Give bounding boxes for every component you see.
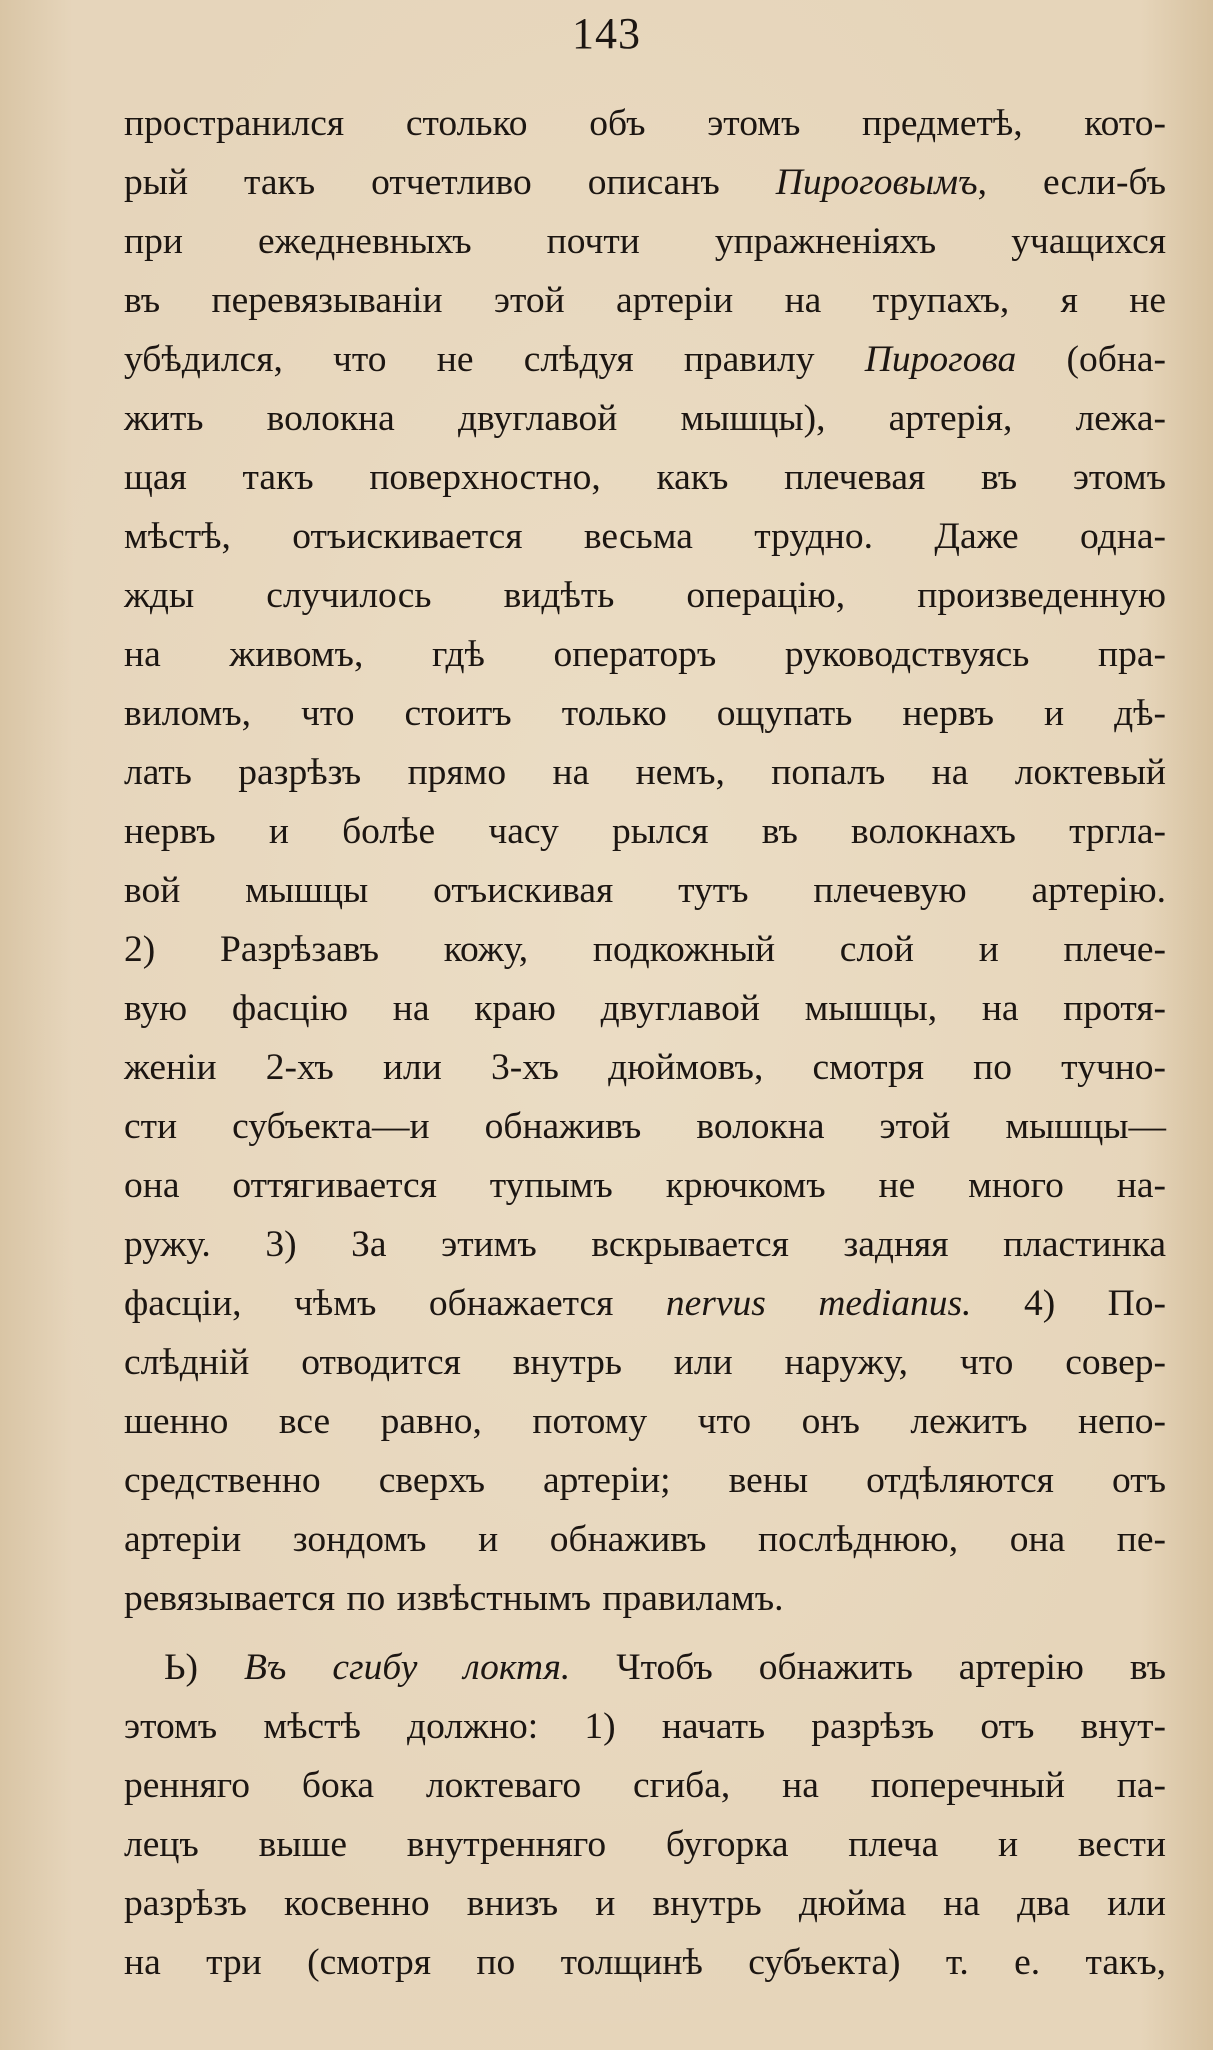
text-line <box>124 1874 1166 1933</box>
text-line <box>124 271 1166 330</box>
text-run: этомъ мѣстѣ должно: 1) начать разрѣзъ отъ внут- <box>124 1706 1166 1747</box>
text-run: въ перевязываніи этой артеріи на трупахъ, я не <box>124 280 1166 321</box>
text-run: лецъ выше внутренняго бугорка плеча и вести <box>124 1824 1166 1865</box>
text-line <box>124 1638 1166 1697</box>
text-run: разрѣзъ косвенно внизъ и внутрь дюйма на два или <box>124 1883 1166 1924</box>
text-run: артеріи зондомъ и обнаживъ послѣднюю, она пе- <box>124 1519 1166 1560</box>
text-line <box>124 1333 1166 1392</box>
text-run: мѣстѣ, отъискивается весьма трудно. Даже одна- <box>124 516 1166 557</box>
text-line <box>124 94 1166 153</box>
text-run: , если-бъ <box>977 162 1166 203</box>
text-line <box>124 684 1166 743</box>
text-run: Ь) <box>164 1647 244 1688</box>
text-line <box>124 861 1166 920</box>
text-line <box>124 1215 1166 1274</box>
text-line <box>124 566 1166 625</box>
text-run: пространился столько объ этомъ предметѣ, кото- <box>124 103 1166 144</box>
italic-text: Въ сгибу локтя. <box>244 1647 571 1688</box>
text-run: Чтобъ обнажить артерію въ <box>570 1647 1167 1688</box>
page-number: 143 <box>572 9 641 58</box>
text-line <box>124 625 1166 684</box>
text-line <box>124 1156 1166 1215</box>
text-line <box>124 1697 1166 1756</box>
text-run: 4) По- <box>971 1283 1166 1324</box>
italic-text: Пирогова <box>864 339 1017 380</box>
text-run: ренняго бока локтеваго сгиба, на поперечный па- <box>124 1765 1166 1806</box>
text-line <box>124 1274 1166 1333</box>
italic-text: Пироговымъ <box>775 162 978 203</box>
text-line <box>124 1038 1166 1097</box>
text-run: фасціи, чѣмъ обнажается <box>124 1283 666 1324</box>
text-run: на живомъ, гдѣ операторъ руководствуясь пра- <box>124 634 1166 675</box>
text-line <box>124 1756 1166 1815</box>
text-run: ревязывается по извѣстнымъ правиламъ. <box>124 1578 784 1619</box>
text-run: на три (смотря по толщинѣ субъекта) т. е. такъ, <box>124 1942 1166 1983</box>
text-run: виломъ, что стоитъ только ощупать нервъ и дѣ- <box>124 693 1166 734</box>
text-run: средственно сверхъ артеріи; вены отдѣляются отъ <box>124 1460 1166 1501</box>
text-run: шенно все равно, потому что онъ лежитъ непо- <box>124 1401 1166 1442</box>
text-line <box>124 802 1166 861</box>
text-line <box>124 1933 1166 1992</box>
text-line <box>124 153 1166 212</box>
text-line <box>124 448 1166 507</box>
text-line <box>124 1815 1166 1874</box>
text-run: сти субъекта—и обнаживъ волокна этой мышцы— <box>124 1106 1166 1147</box>
text-line <box>124 1451 1166 1510</box>
italic-text: nervus medianus. <box>665 1283 972 1324</box>
text-run: жить волокна двуглавой мышцы), артерія, лежа- <box>124 398 1166 439</box>
text-run: она оттягивается тупымъ крючкомъ не много на- <box>124 1165 1166 1206</box>
text-line <box>124 212 1166 271</box>
text-line <box>124 743 1166 802</box>
text-run: слѣдній отводится внутрь или наружу, что совер- <box>124 1342 1166 1383</box>
text-line <box>124 1569 1166 1628</box>
text-line <box>124 1510 1166 1569</box>
text-run: рый такъ отчетливо описанъ <box>124 162 776 203</box>
text-run: вую фасцію на краю двуглавой мышцы, на протя- <box>124 988 1166 1029</box>
text-run: нервъ и болѣе часу рылся въ волокнахъ тргла- <box>124 811 1166 852</box>
text-line <box>124 330 1166 389</box>
text-line <box>124 389 1166 448</box>
text-run: (обна- <box>1016 339 1166 380</box>
text-run: ружу. 3) За этимъ вскрывается задняя пластинка <box>124 1224 1166 1265</box>
text-run: жды случилось видѣть операцію, произведенную <box>124 575 1166 616</box>
text-run: женіи 2-хъ или 3-хъ дюймовъ, смотря по тучно- <box>124 1047 1166 1088</box>
text-line <box>124 507 1166 566</box>
text-run: вой мышцы отъискивая тутъ плечевую артерію. <box>124 870 1166 911</box>
body-text <box>124 94 1166 1992</box>
text-line <box>124 1097 1166 1156</box>
text-run: лать разрѣзъ прямо на немъ, попалъ на локтевый <box>124 752 1166 793</box>
text-run: убѣдился, что не слѣдуя правилу <box>124 339 865 380</box>
text-line <box>124 979 1166 1038</box>
text-line <box>124 1392 1166 1451</box>
text-run: 2) Разрѣзавъ кожу, подкожный слой и плече- <box>124 929 1166 970</box>
text-run: щая такъ поверхностно, какъ плечевая въ этомъ <box>124 457 1166 498</box>
text-run: при ежедневныхъ почти упражненіяхъ учащихся <box>124 221 1166 262</box>
text-line <box>124 920 1166 979</box>
